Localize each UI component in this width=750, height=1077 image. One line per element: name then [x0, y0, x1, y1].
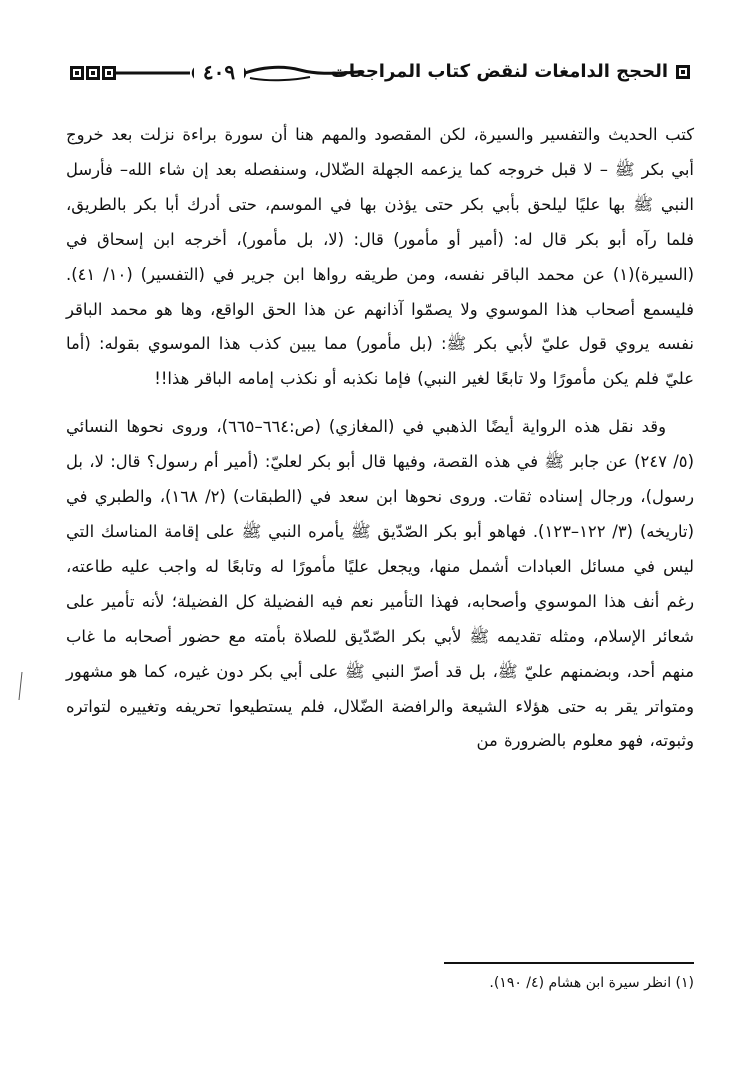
page-number: ٤٠٩	[194, 58, 244, 86]
book-title: الحجج الدامغات لنقض كتاب المراجعات	[330, 61, 668, 82]
header-square-mark	[676, 65, 690, 79]
running-header	[70, 56, 690, 90]
paragraph-1: كتب الحديث والتفسير والسيرة، لكن المقصود والمهم هنا أن سورة براءة نزلت بعد خروج أبي بكر ﷺ – لا قبل خروجه كما يزعمه الجهلة الضّلال، وسنفصله بعد إن شاء الله– فأرسل النبي ﷺ بها عليًا ليلحق بأبي بكر حتى يؤذن بها في الموسم، حتى أدرك أبا بكر بالطريق، فلما رآه أبو بكر قال له: (أمير أو مأمور) قال: (لا، بل مأمور)، أخرجه ابن إسحاق في (السيرة)(١) عن محمد الباقر نفسه، ومن طريقه رواها ابن جرير في (التفسير) (١٠/ ٤١). فليسمع أصحاب هذا الموسوي ولا يصمّوا آذانهم عن هذا الحق الواقع، وها هو محمد الباقر نفسه يروي قول عليّ لأبي بكر ﷺ: (بل مأمور) مما يبين كذب هذا الموسوي بقوله: (أما عليّ فلم يكن مأمورًا ولا تابعًا لغير النبي) فإما نكذبه أو نكذب إمامه الباقر هذا!!	[66, 125, 695, 389]
footnote-divider	[444, 962, 694, 964]
footnote: (١) انظر سيرة ابن هشام (٤/ ١٩٠).	[489, 975, 694, 991]
paragraph-2: وقد نقل هذه الرواية أيضًا الذهبي في (المغازي) (ص:٦٦٤–٦٦٥)، وروى نحوها النسائي (٥/ ٢٤٧) عن جابر ﷺ في هذه القصة، وفيها قال أبو بكر لعليّ: (أمير أم رسول؟ قال: لا، بل رسول)، ورجال إسناده ثقات. وروى نحوها ابن سعد في (الطبقات) (٢/ ١٦٨)، والطبري في (تاريخه) (٣/ ١٢٢–١٢٣). فهاهو أبو بكر الصّدّيق ﷺ يأمره النبي ﷺ على إقامة المناسك التي ليس في مسائل العبادات أشمل منها، ويجعل عليًا مأمورًا له وتابعًا له واجب عليه طاعته، رغم أنف هذا الموسوي وأصحابه، فهذا التأمير نعم فيه الفضيلة كل الفضيلة؛ لأنه تأمير على شعائر الإسلام، ومثله تقديمه ﷺ لأبي بكر الصّدّيق للصلاة بأمته مع حضور أصحابه ما غاب منهم أحد، وبضمنهم عليّ ﷺ، بل قد أصرّ النبي ﷺ على أبي بكر دون غيره، كما هو مشهور ومتواتر يقر به حتى هؤلاء الشيعة والرافضة الضّلال، فلم يستطيعوا تحريفه وتغييره لتواتره وثبوته، فهو معلوم بالضرورة من	[66, 417, 695, 751]
main-text	[66, 118, 694, 759]
margin-mark	[18, 672, 24, 700]
